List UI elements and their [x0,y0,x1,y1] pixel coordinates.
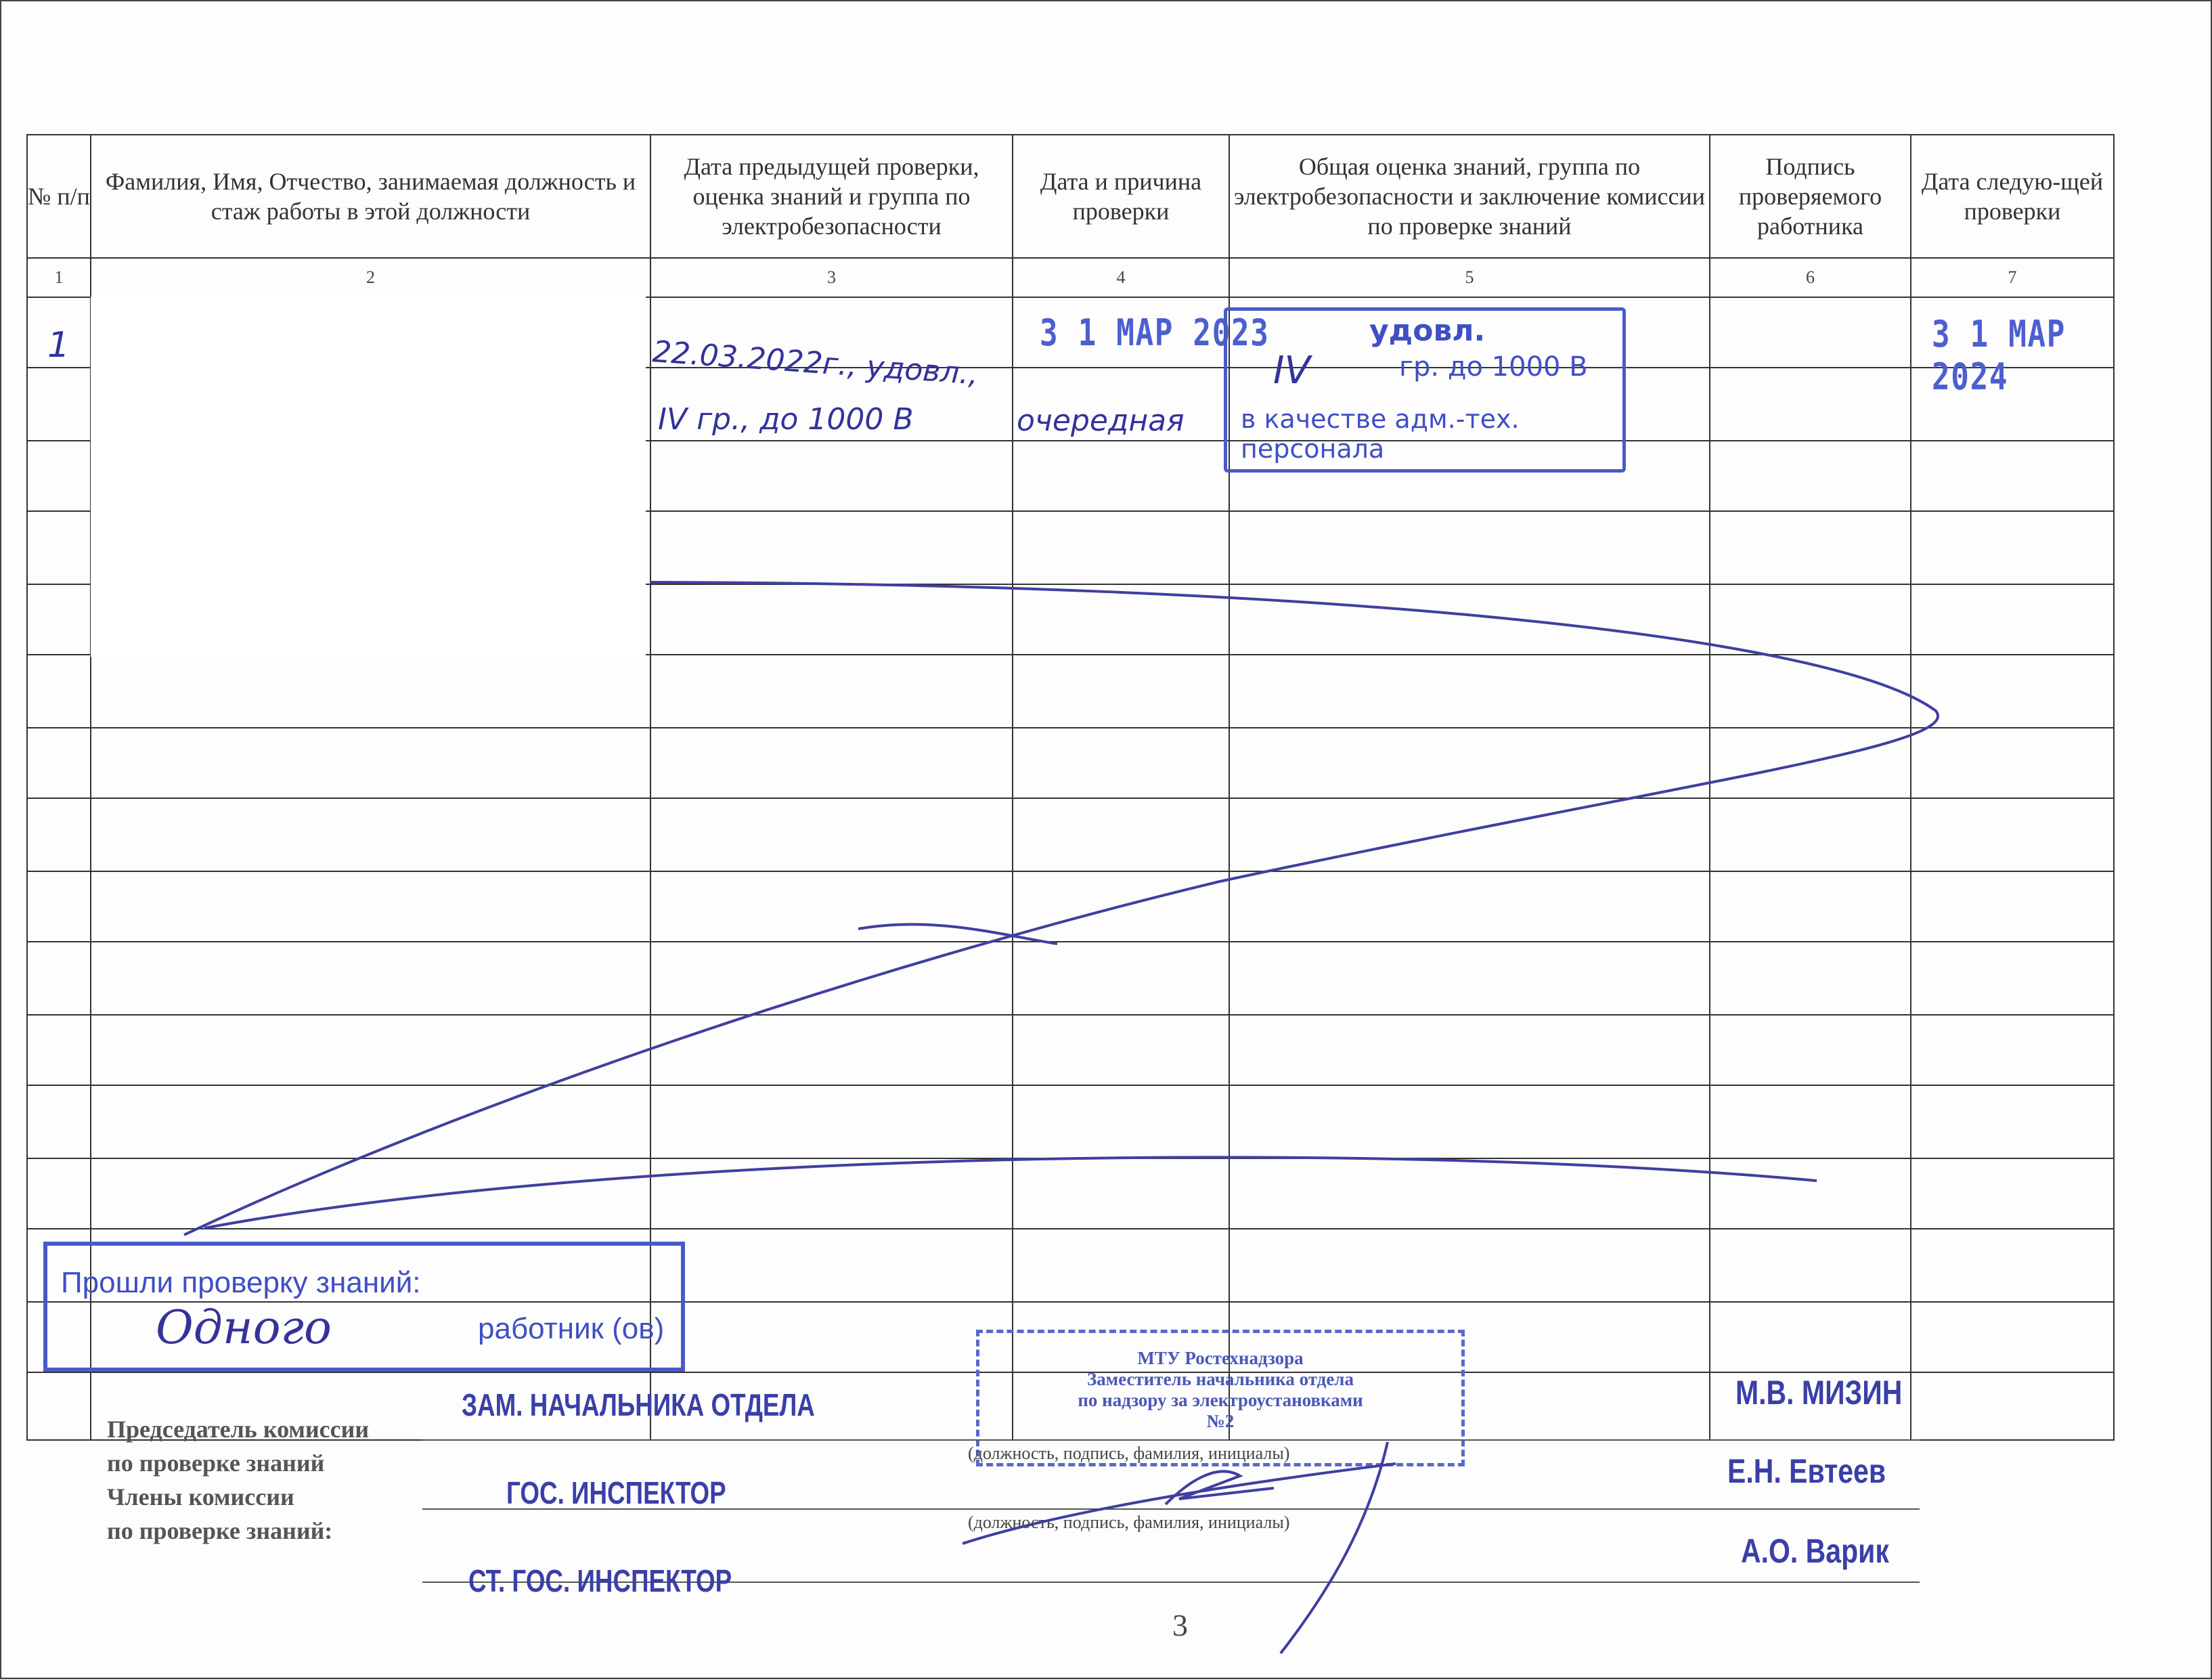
member2-name: А.О. Варик [1741,1532,1889,1570]
agency-stamp-line4: №2 [1206,1411,1235,1431]
chairman-name: М.В. МИЗИН [1735,1374,1903,1412]
entry-number: 1 [47,325,70,366]
header-previous-check: Дата предыдущей проверки, оценка знаний и группа по электробезопасности [650,135,1013,258]
page-number: 3 [1172,1608,1188,1642]
column-number: 6 [1710,258,1911,297]
check-date-stamp: 3 1 МАР 2023 [1040,311,1270,354]
passed-check-title: Прошли проверку знаний: [61,1266,421,1299]
chairman-post: ЗАМ. НАЧАЛЬНИКА ОТДЕЛА [462,1387,815,1422]
column-number: 2 [91,258,650,297]
member1-post: ГОС. ИНСПЕКТОР [506,1475,726,1510]
bottom-strike-line [204,1157,1817,1228]
header-signature: Подпись проверяемого работника [1710,135,1911,258]
assessment-result: удовл. [1369,313,1486,348]
chairman-signature [963,1442,1396,1653]
header-check-date-reason: Дата и причина проверки [1013,135,1229,258]
passed-count-handwritten: Одного [156,1301,332,1355]
agency-stamp-line1: МТУ Ростехнадзора [1137,1348,1304,1368]
members-label-2: по проверке знаний: [107,1517,333,1544]
member1-name: Е.Н. Евтеев [1727,1452,1886,1490]
column-number: 3 [650,258,1013,297]
members-label-1: Члены комиссии [107,1483,294,1510]
column-number: 7 [1911,258,2114,297]
handwriting-overlay [1,1,2211,1678]
agency-stamp-line2: Заместитель начальника отдела [1087,1369,1354,1389]
header-number: № п/п [27,135,91,258]
z-strike-line [184,582,1938,1235]
assessment-category-line2: персонала [1241,434,1385,464]
passed-check-suffix: работник (ов) [478,1312,665,1345]
previous-check-line2: IV гр., до 1000 В [658,402,914,437]
assessment-category-line1: в качестве адм.-тех. [1241,404,1520,434]
member-line-caption: (должность, подпись, фамилия, инициалы) [968,1512,1290,1532]
previous-check-line1: 22.03.2022г., удовл., [651,334,980,392]
z-strike-tail [858,924,1057,944]
chairman-label-1: Председатель комиссии [107,1416,370,1443]
header-assessment: Общая оценка знаний, группа по электробезопасности и заключение комиссии по проверке знаний [1229,135,1710,258]
member2-post: СТ. ГОС. ИНСПЕКТОР [468,1563,732,1598]
next-check-date-stamp: 3 1 МАР 2024 [1932,313,2066,398]
header-full-name: Фамилия, Имя, Отчество, занимаемая должность и стаж работы в этой должности [91,135,650,258]
column-number: 5 [1229,258,1710,297]
assessment-group-handwritten: IV [1273,349,1310,393]
chairman-line-caption: (должность, подпись, фамилия, инициалы) [968,1443,1290,1463]
chairman-label-2: по проверке знаний [107,1449,325,1477]
header-next-check: Дата следую-щей проверки [1911,135,2114,258]
agency-stamp-line3: по надзору за электроустановками [1078,1390,1363,1410]
assessment-group-suffix: гр. до 1000 В [1399,351,1588,383]
check-reason: очередная [1017,404,1185,438]
column-number: 1 [27,258,91,297]
column-number: 4 [1013,258,1229,297]
